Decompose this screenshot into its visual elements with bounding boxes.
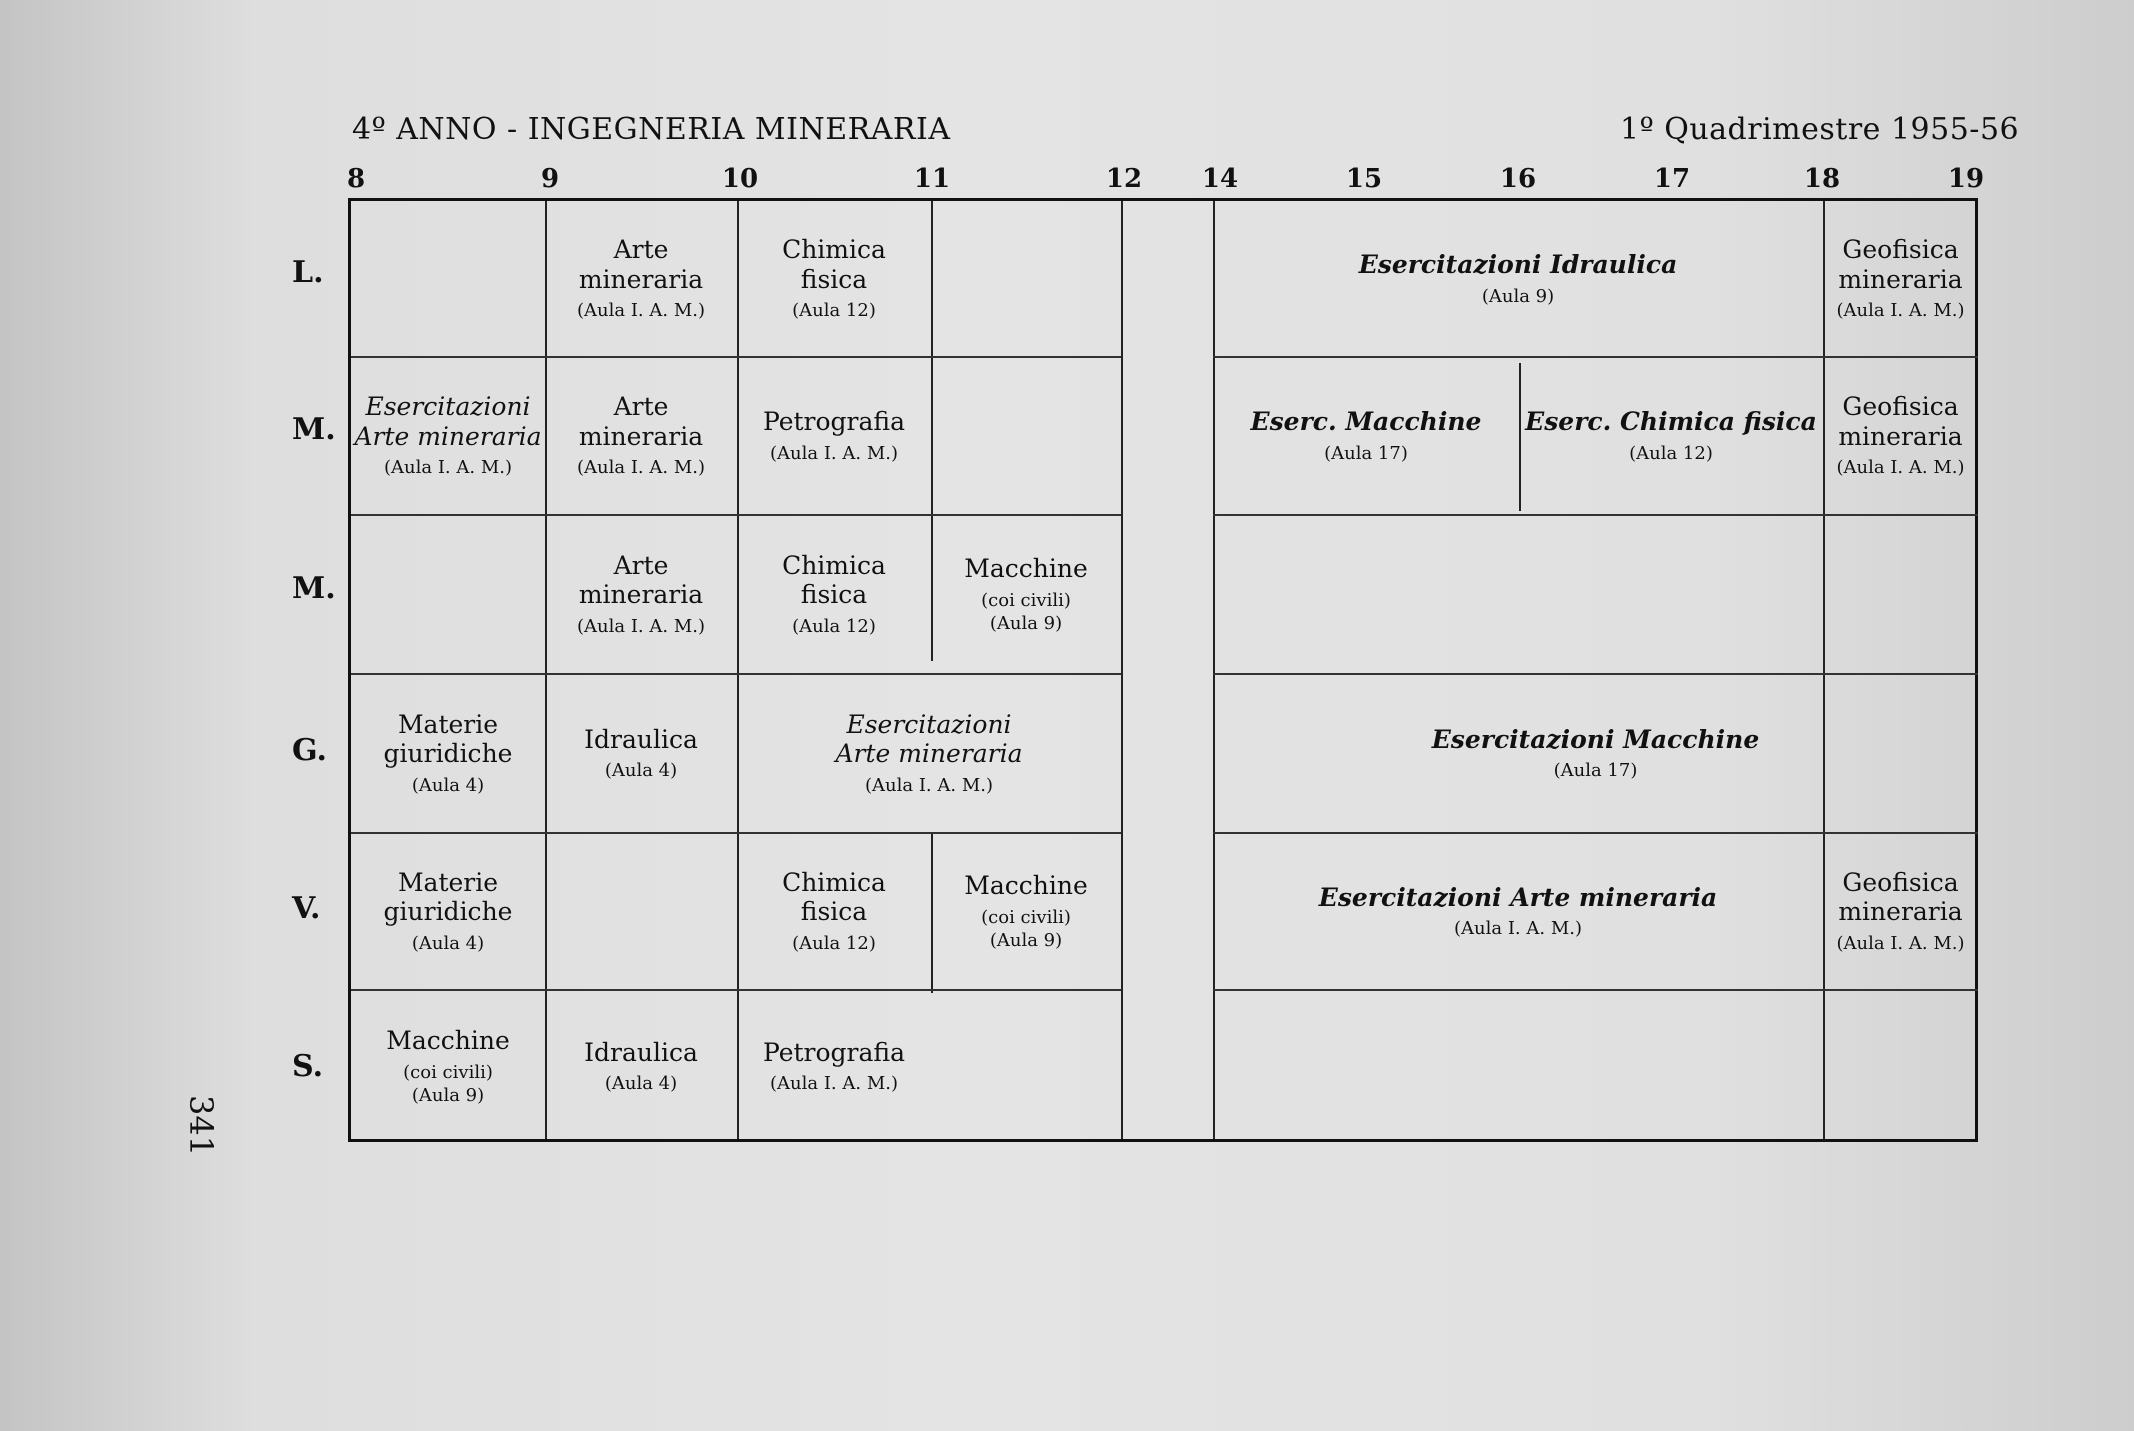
room-label: (Aula 4) xyxy=(604,760,678,782)
lesson-cell xyxy=(931,515,1121,673)
subject-line: mineraria xyxy=(1838,421,1963,451)
subject-line: Geofisica xyxy=(1842,392,1959,422)
lesson-cell xyxy=(545,674,737,832)
room-label: (Aula 4) xyxy=(411,774,485,796)
subject-line: mineraria xyxy=(578,580,704,610)
lesson-cell xyxy=(737,201,931,356)
subject-line: Eserc. Chimica fisica xyxy=(1525,407,1817,437)
timetable-grid xyxy=(348,198,1978,1142)
row-divider xyxy=(1213,989,1978,991)
subject-line: mineraria xyxy=(1838,264,1963,294)
room-label: (Aula 12) xyxy=(792,932,876,954)
subject-line: fisica xyxy=(800,580,868,610)
day-label-thursday: G. xyxy=(292,733,327,768)
subject-line: Materie xyxy=(397,709,499,739)
room-label: (Aula 4) xyxy=(411,932,485,954)
note-label: (coi civili) xyxy=(981,589,1071,611)
lesson-cell xyxy=(737,357,931,514)
term-label: 1º Quadrimestre 1955-56 xyxy=(1620,112,2020,147)
note-label: (coi civili) xyxy=(403,1061,493,1083)
room-label: (Aula I. A. M.) xyxy=(770,1073,898,1095)
column-divider xyxy=(1121,201,1123,1139)
lesson-cell xyxy=(737,990,931,1142)
room-label: (Aula I. A. M.) xyxy=(865,774,993,796)
lesson-cell xyxy=(351,357,545,514)
subject-line: Petrografia xyxy=(763,407,905,437)
subject-line: Eserc. Macchine xyxy=(1250,407,1482,437)
subject-line: Arte mineraria xyxy=(354,421,542,451)
subject-line: Arte xyxy=(613,235,669,265)
room-label: (Aula 4) xyxy=(604,1073,678,1095)
subject-line: Geofisica xyxy=(1842,867,1959,897)
room-label: (Aula I. A. M.) xyxy=(770,442,898,464)
lesson-cell xyxy=(545,201,737,356)
subject-line: fisica xyxy=(800,897,868,927)
room-label: (Aula 12) xyxy=(792,300,876,322)
subject-line: Arte xyxy=(613,392,669,422)
subject-line: Chimica xyxy=(782,235,886,265)
note-label: (coi civili) xyxy=(981,906,1071,928)
room-label: (Aula 17) xyxy=(1553,760,1638,782)
subject-line: mineraria xyxy=(578,421,704,451)
lesson-cell xyxy=(351,674,545,832)
subject-line: Esercitazioni Arte mineraria xyxy=(1318,882,1718,912)
subject-line: Chimica xyxy=(782,550,886,580)
hour-label: 10 xyxy=(721,164,759,194)
subject-line: Materie xyxy=(397,867,499,897)
day-label-wednesday: M. xyxy=(292,571,336,606)
room-label: (Aula I. A. M.) xyxy=(577,457,705,479)
day-label-tuesday: M. xyxy=(292,412,336,447)
room-label: (Aula I. A. M.) xyxy=(1836,300,1965,322)
subject-line: giuridiche xyxy=(383,739,513,769)
lesson-cell xyxy=(545,357,737,514)
hour-label: 16 xyxy=(1499,164,1537,194)
subject-line: giuridiche xyxy=(383,897,513,927)
subject-line: Geofisica xyxy=(1842,235,1959,265)
lesson-cell xyxy=(737,833,931,989)
lesson-cell xyxy=(1823,833,1978,989)
room-label: (Aula I. A. M.) xyxy=(577,300,705,322)
subject-line: fisica xyxy=(800,264,868,294)
subject-line: Chimica xyxy=(782,867,886,897)
subject-line: Esercitazioni Idraulica xyxy=(1358,250,1678,280)
room-label: (Aula 9) xyxy=(989,929,1063,951)
room-label: (Aula I. A. M.) xyxy=(1454,918,1582,940)
lesson-cell xyxy=(351,990,545,1142)
subject-line: mineraria xyxy=(578,264,704,294)
lesson-cell xyxy=(1823,201,1978,356)
hour-label: 11 xyxy=(913,164,951,194)
room-label: (Aula I. A. M.) xyxy=(1836,932,1965,954)
subject-line: Esercitazioni xyxy=(365,392,531,422)
hour-label: 12 xyxy=(1105,164,1143,194)
page-title: 4º ANNO - INGEGNERIA MINERARIA xyxy=(352,112,951,147)
subject-line: Esercitazioni Macchine xyxy=(1431,724,1760,754)
lesson-cell xyxy=(1213,357,1519,514)
lesson-cell xyxy=(1213,833,1823,989)
subject-line: Idraulica xyxy=(584,724,698,754)
day-label-monday: L. xyxy=(292,255,324,290)
room-label: (Aula I. A. M.) xyxy=(577,615,705,637)
lesson-cell xyxy=(1519,357,1823,514)
lesson-cell xyxy=(1213,674,1978,832)
lesson-cell xyxy=(931,833,1121,989)
day-label-saturday: S. xyxy=(292,1049,324,1084)
lesson-cell xyxy=(1213,201,1823,356)
hour-label: 14 xyxy=(1201,164,1239,194)
hour-label: 8 xyxy=(346,164,366,194)
hour-label: 15 xyxy=(1345,164,1383,194)
subject-line: Arte mineraria xyxy=(835,739,1023,769)
hour-label: 19 xyxy=(1947,164,1985,194)
subject-line: Macchine xyxy=(964,554,1088,584)
lesson-cell xyxy=(737,515,931,673)
subject-line: mineraria xyxy=(1838,897,1963,927)
room-label: (Aula I. A. M.) xyxy=(1836,457,1965,479)
hour-label: 17 xyxy=(1653,164,1691,194)
lesson-cell xyxy=(545,515,737,673)
lesson-cell xyxy=(351,833,545,989)
subject-line: Arte xyxy=(613,550,669,580)
room-label: (Aula I. A. M.) xyxy=(384,457,512,479)
lesson-cell xyxy=(737,674,1121,832)
page-number: 341 xyxy=(182,1095,220,1157)
subject-line: Macchine xyxy=(964,871,1088,901)
hour-label: 18 xyxy=(1803,164,1841,194)
subject-line: Idraulica xyxy=(584,1037,698,1067)
lesson-cell xyxy=(1823,357,1978,514)
subject-line: Esercitazioni xyxy=(846,709,1012,739)
room-label: (Aula 12) xyxy=(1629,442,1713,464)
room-label: (Aula 9) xyxy=(411,1084,485,1106)
hour-label: 9 xyxy=(540,164,560,194)
lesson-cell xyxy=(545,990,737,1142)
room-label: (Aula 9) xyxy=(989,612,1063,634)
row-divider xyxy=(1213,514,1978,516)
subject-line: Petrografia xyxy=(763,1037,905,1067)
room-label: (Aula 9) xyxy=(1481,285,1555,307)
day-label-friday: V. xyxy=(292,891,321,926)
subject-line: Macchine xyxy=(386,1026,510,1056)
room-label: (Aula 12) xyxy=(792,615,876,637)
room-label: (Aula 17) xyxy=(1324,442,1408,464)
